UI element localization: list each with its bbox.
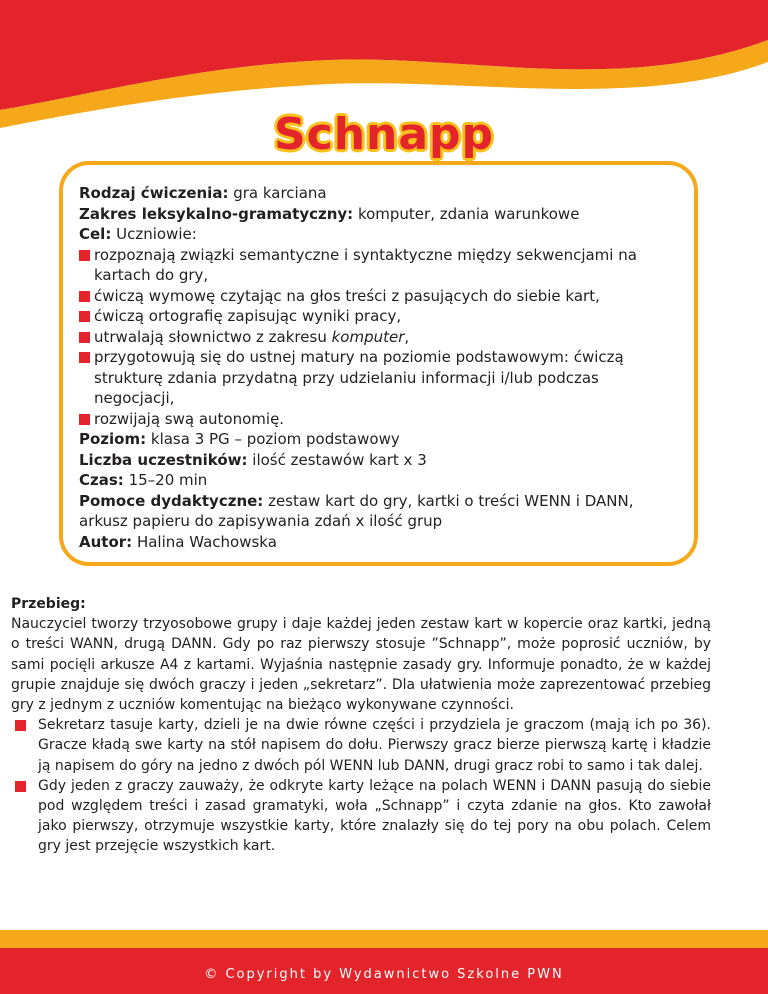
list-item [79, 409, 678, 430]
goal-label: Cel: [79, 225, 112, 243]
red-square-bullet-icon [79, 414, 90, 425]
level [79, 429, 678, 450]
scope [79, 204, 678, 225]
objective-text-prefix: utrwalają słownictwo z zakresu [94, 327, 332, 346]
teaching-aids [79, 491, 678, 512]
red-square-bullet-icon [79, 311, 90, 322]
list-item [79, 286, 678, 307]
info-box [59, 161, 698, 566]
list-item [79, 327, 678, 348]
objective-text: rozwijają swą autonomię. [94, 409, 285, 428]
teaching-aids-label: Pomoce dydaktyczne: [79, 491, 264, 510]
scope-label: Zakres leksykalno-gramatyczny: [79, 204, 354, 223]
time [79, 470, 678, 491]
level-label: Poziom: [79, 430, 147, 448]
participants-value: ilość zestawów kart x 3 [247, 450, 427, 469]
list-item [79, 245, 678, 286]
list-item [79, 347, 678, 409]
objective-text: przygotowują się do ustnej matury na poziomie podstawowym: ćwiczą strukturę zdania przydatną przy udzielaniu informacji i/lub podczas negocjacji, [94, 348, 624, 407]
teaching-aids-value: zestaw kart do gry, kartki o treści WENN i DANN, [263, 491, 634, 510]
teaching-aids-continued: arkusz papieru do zapisywania zdań x ilość grup [79, 512, 443, 530]
goal [79, 224, 678, 245]
author-label: Autor: [79, 532, 133, 551]
list-item [79, 306, 678, 327]
procedure-section [11, 594, 711, 857]
red-square-bullet-icon [79, 332, 90, 343]
exercise-type-label: Rodzaj ćwiczenia: [79, 184, 229, 202]
author [79, 532, 678, 553]
exercise-type-value: gra karciana [228, 184, 327, 202]
objective-text: rozpoznają związki semantyczne i syntaktyczne między sekwencjami na kartach do gry, [94, 245, 637, 284]
objective-text-suffix: , [404, 327, 410, 346]
time-label: Czas: [79, 471, 124, 489]
orange-band [0, 930, 768, 950]
author-value: Halina Wachowska [132, 532, 277, 551]
procedure-step-text: Sekretarz tasuje karty, dzieli je na dwie równe części i przydziela je graczom (mają ich po 36). Gracze kładą swe karty na stół napisem do dołu. Pierwszy gracz bierze pierwszą kartę i kładzie ją napisem do góry na jedno z dwóch pól WENN lub DANN, drugi gracz robi to samo i tak dalej. [38, 717, 711, 774]
objectives-list [79, 245, 678, 430]
red-square-bullet-icon [79, 250, 90, 261]
objective-text-italic: komputer [331, 327, 405, 346]
procedure-intro: Nauczyciel tworzy trzyosobowe grupy i daje każdej jeden zestaw kart w kopercie oraz kartki, jedną o treści WANN, drugą DANN. Gdy po raz pierwszy stosuje ”Schnapp”, może poprosić uczniów, by sami pocięli arkusze A4 z kartami. Wyjaśnia następnie zasady gry. Informuje ponadto, że w każdej grupie znajduje się dwóch graczy i jeden „sekretarz”. Dla ułatwienia może zaprezentować przebieg gry z jednym z uczniów komentując na bieżąco wykonywane czynności. [11, 616, 711, 714]
objective-text: ćwiczą ortografię zapisując wyniki pracy, [94, 307, 402, 325]
red-square-bullet-icon [79, 352, 90, 363]
exercise-type [79, 183, 678, 204]
procedure-step [11, 715, 711, 776]
procedure-step [11, 776, 711, 857]
scope-value: komputer, zdania warunkowe [353, 204, 580, 223]
copyright-footer: © Copyright by Wydawnictwo Szkolne PWN [204, 967, 564, 982]
bottom-band-decoration [0, 930, 768, 994]
participants [79, 450, 678, 471]
goal-value: Uczniowie: [111, 225, 197, 243]
procedure-heading: Przebieg: [11, 596, 86, 612]
level-value: klasa 3 PG – poziom podstawowy [146, 430, 400, 448]
red-square-bullet-icon [15, 720, 26, 731]
red-square-bullet-icon [79, 291, 90, 302]
objective-text: ćwiczą wymowę czytając na głos treści z pasujących do siebie kart, [94, 286, 600, 305]
page-title: Schnapp [273, 109, 495, 160]
procedure-step-text: Gdy jeden z graczy zauważy, że odkryte karty leżące na polach WENN i DANN pasują do siebie pod względem treści i zasad gramatyki, woła „Schnapp” i czyta zdanie na głos. Kto zawołał jako pierwszy, otrzymuje wszystkie karty, które znalazły się do tej pory na obu polach. Celem gry jest przejęcie wszystkich kart. [38, 777, 711, 855]
participants-label: Liczba uczestników: [79, 450, 248, 469]
red-square-bullet-icon [15, 781, 26, 792]
time-value: 15–20 min [123, 471, 208, 489]
